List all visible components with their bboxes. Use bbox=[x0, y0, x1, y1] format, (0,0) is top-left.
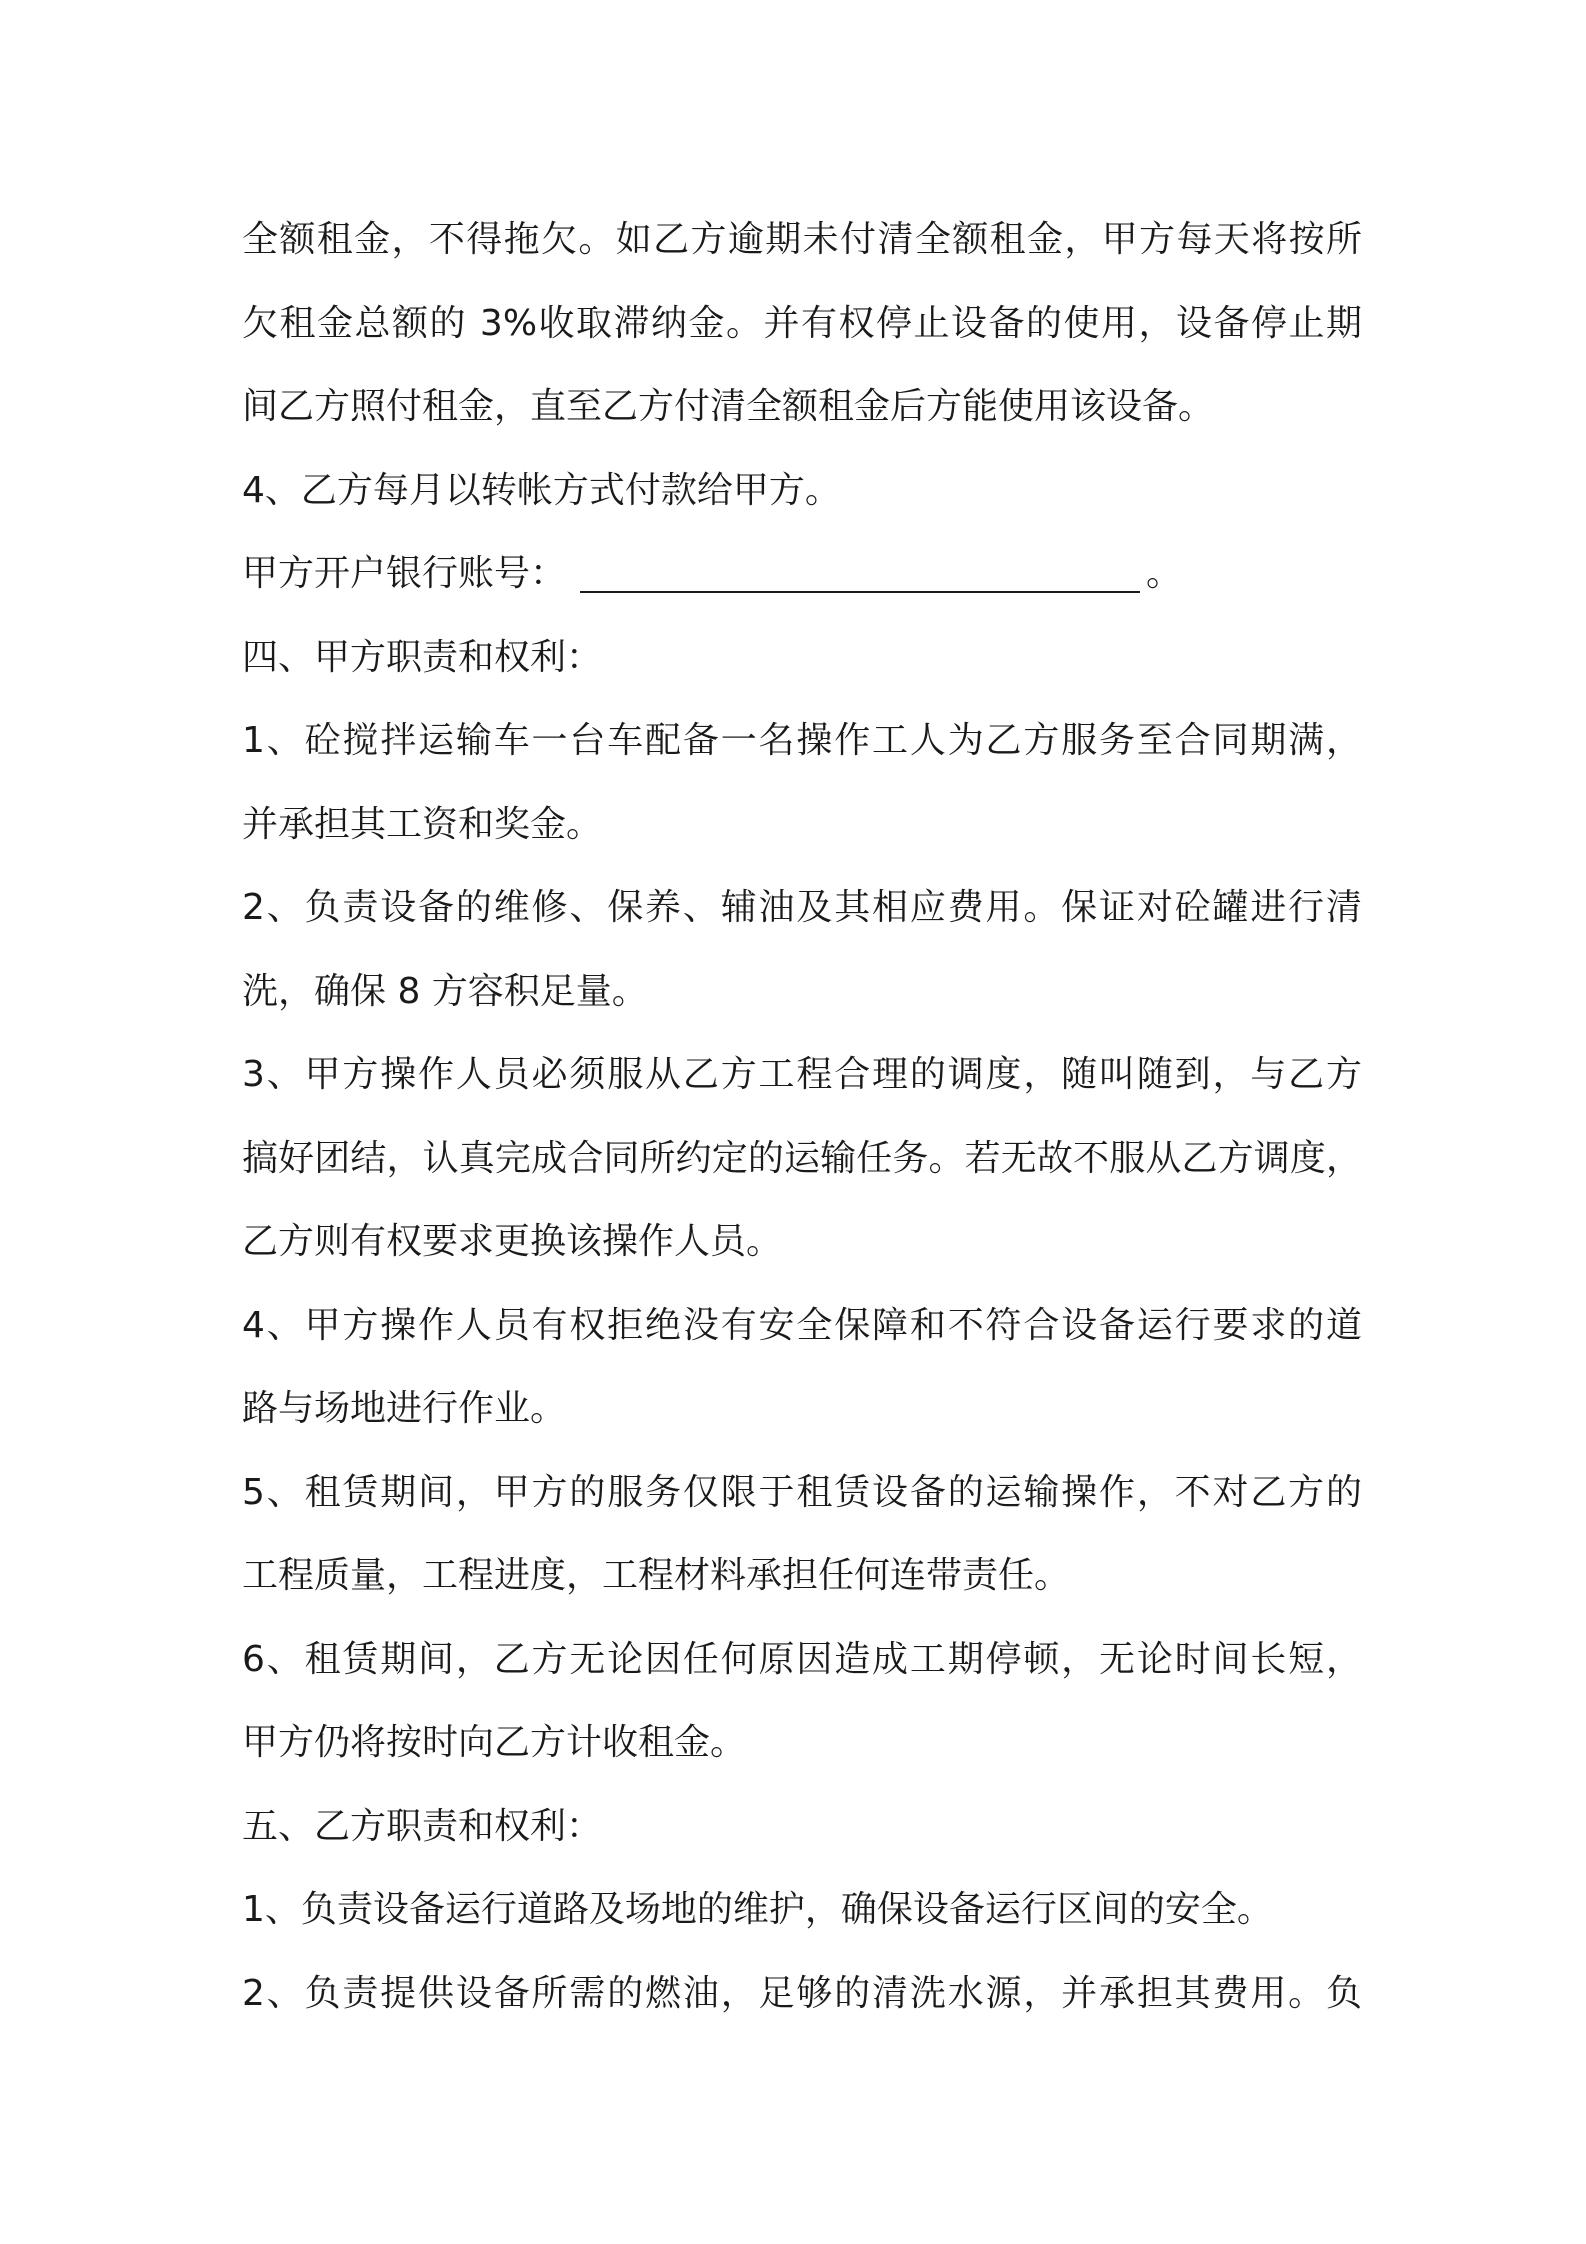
text-line-18: 6、租赁期间，乙方无论因任何原因造成工期停顿，无论时间长短， bbox=[242, 1638, 1362, 1680]
text-line-11: 3、甲方操作人员必须服从乙方工程合理的调度，随叫随到，与乙方 bbox=[242, 1054, 1362, 1095]
text-line-1: 全额租金，不得拖欠。如乙方逾期未付清全额租金，甲方每天将按所 bbox=[242, 219, 1362, 260]
text-line-7: 1、砼搅拌运输车一台车配备一名操作工人为乙方服务至合同期满， bbox=[242, 720, 1362, 761]
bank-account-blank bbox=[580, 555, 1140, 593]
section-heading-4: 四、甲方职责和权利： bbox=[242, 636, 603, 678]
bank-account-line bbox=[242, 532, 1362, 616]
text-line-4: 4、乙方每月以转帐方式付款给甲方。 bbox=[242, 469, 841, 511]
text-line-13: 乙方则有权要求更换该操作人员。 bbox=[242, 1221, 783, 1262]
text-line-3: 间乙方照付租金，直至乙方付清全额租金后方能使用该设备。 bbox=[242, 386, 1215, 427]
bank-account-end-mark: 。 bbox=[1146, 553, 1183, 594]
text-line-10: 洗，确保 8 方容积足量。 bbox=[242, 970, 648, 1012]
text-line-14: 4、甲方操作人员有权拒绝没有安全保障和不符合设备运行要求的道 bbox=[242, 1304, 1362, 1346]
text-line-12: 搞好团结，认真完成合同所约定的运输任务。若无故不服从乙方调度， bbox=[242, 1137, 1362, 1179]
text-line-9: 2、负责设备的维修、保养、辅油及其相应费用。保证对砼罐进行清 bbox=[242, 887, 1362, 928]
bank-account-label: 甲方开户银行账号： bbox=[242, 553, 567, 594]
text-line-22: 2、负责提供设备所需的燃油，足够的清洗水源，并承担其费用。负 bbox=[242, 1972, 1362, 2014]
text-line-2: 欠租金总额的 3%收取滞纳金。并有权停止设备的使用，设备停止期 bbox=[242, 302, 1362, 344]
text-line-21: 1、负责设备运行道路及场地的维护，确保设备运行区间的安全。 bbox=[242, 1889, 1273, 1930]
text-line-8: 并承担其工资和奖金。 bbox=[242, 803, 603, 845]
section-heading-5: 五、乙方职责和权利： bbox=[242, 1805, 603, 1847]
text-line-16: 5、租赁期间，甲方的服务仅限于租赁设备的运输操作，不对乙方的 bbox=[242, 1471, 1362, 1513]
text-line-17: 工程质量，工程进度，工程材料承担任何连带责任。 bbox=[242, 1555, 1071, 1596]
text-line-15: 路与场地进行作业。 bbox=[242, 1388, 567, 1429]
document-body bbox=[242, 198, 1362, 2035]
text-line-19: 甲方仍将按时向乙方计收租金。 bbox=[242, 1722, 747, 1763]
